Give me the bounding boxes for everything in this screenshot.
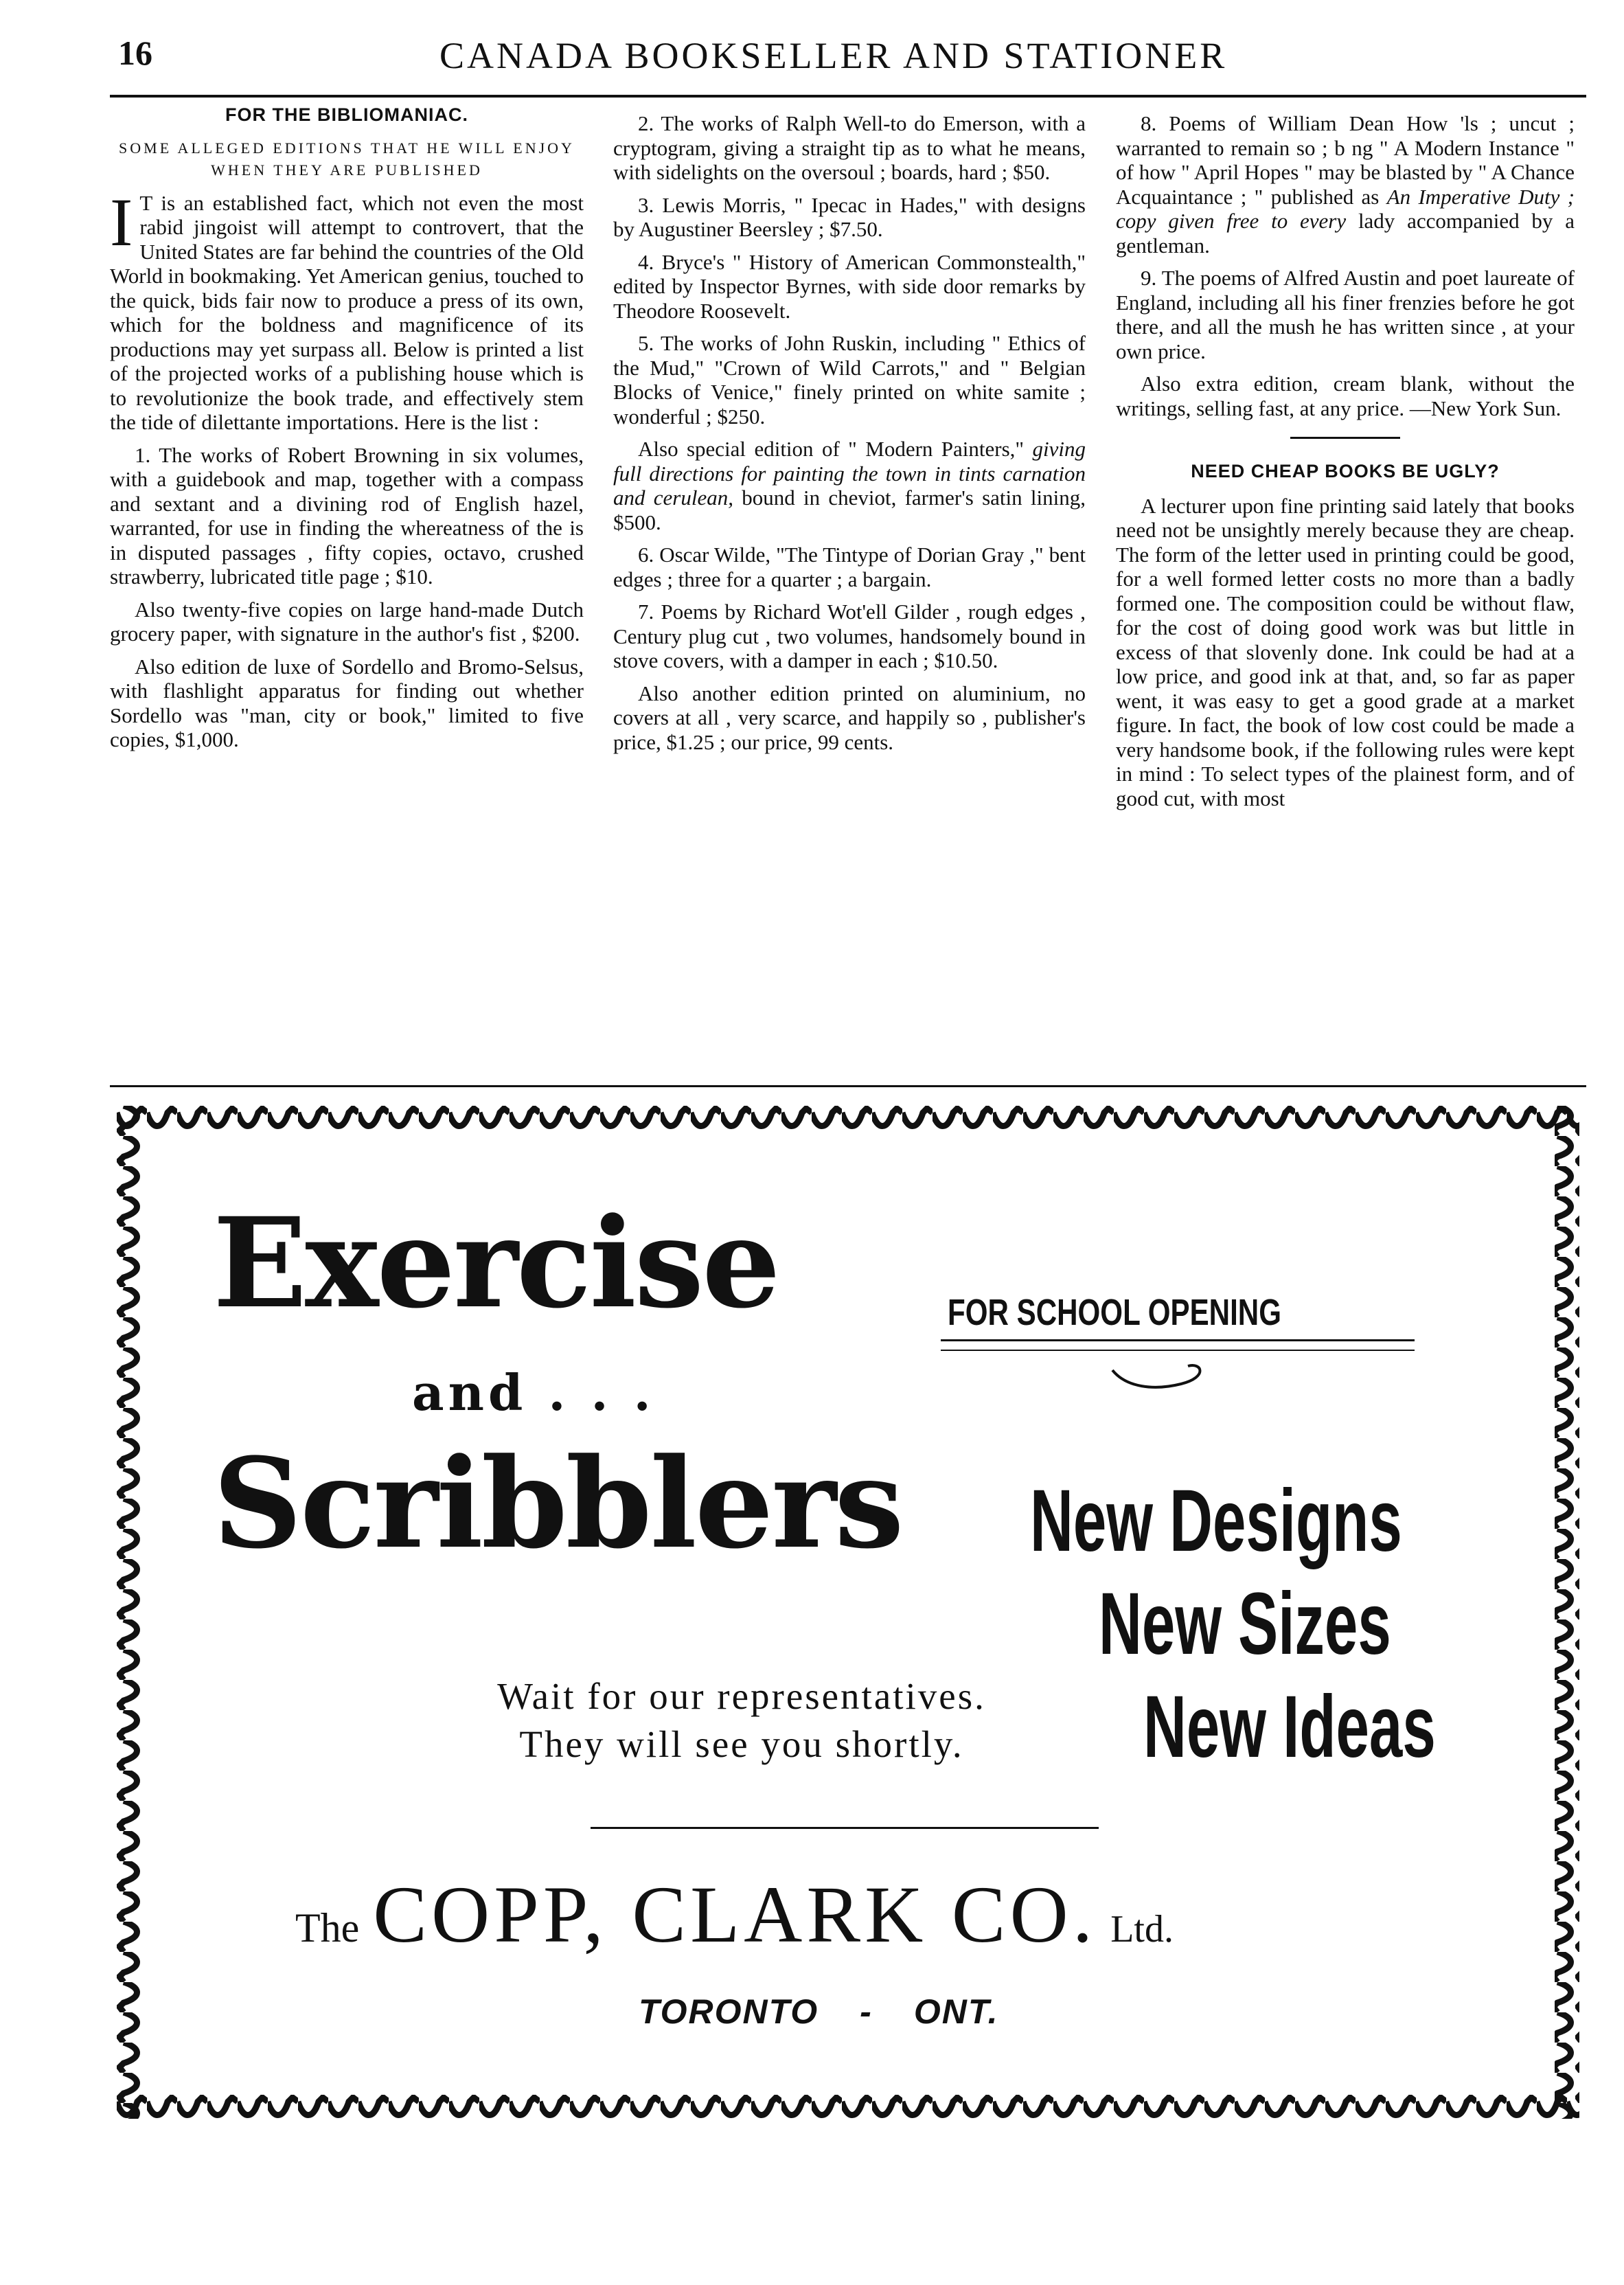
paragraph: Also twenty-five copies on large hand-made Dutch grocery paper, with signature in the author's fist , $200.	[110, 597, 584, 646]
wait-line-2: They will see you shortly.	[519, 1723, 964, 1765]
ad-wait-message	[460, 1672, 1023, 1769]
paragraph: 8. Poems of William Dean How 'ls ; uncut ; warranted to remain so ; b ng " A Modern Instance " of how " April Hopes " may be blasted by " A Chance Acquaintance ; " published as An Imperative Duty ; copy given free to every lady accompanied by a gentleman.	[1116, 111, 1575, 258]
paragraph: 9. The poems of Alfred Austin and poet laureate of England, including all his finer frenzies before he got there, and all the mush he has written since , at your own price.	[1116, 266, 1575, 363]
article-heading: NEED CHEAP BOOKS BE UGLY?	[1191, 461, 1500, 481]
border-bottom	[117, 2094, 1579, 2119]
company-name: COPP, CLARK CO.	[373, 1869, 1097, 1959]
paragraph: 1. The works of Robert Browning in six volumes, with a guidebook and map, together with a compass and sextant and a divining rod of English hazel, warranted, for use in finding the whereatness of the is in disputed passages , fifty copies, octavo, crushed strawberry, lubricated title page ; $10.	[110, 442, 584, 589]
wait-line-1: Wait for our representatives.	[497, 1675, 986, 1717]
flourish-ornament	[1106, 1356, 1215, 1398]
paragraph: Also extra edition, cream blank, without the writings, selling fast, at any price. —New York Sun.	[1116, 372, 1575, 420]
paragraph: Also edition de luxe of Sordello and Bromo-Selsus, with flashlight apparatus for finding out whether Sordello was "man, city or book," limited to five copies, $1,000.	[110, 654, 584, 751]
tagline-underline	[941, 1339, 1415, 1341]
ad-top-rule	[110, 1085, 1586, 1087]
paragraph: 4. Bryce's " History of American Commonstealth," edited by Inspector Byrnes, with side door remarks by Theodore Roosevelt.	[613, 249, 1086, 323]
article-column-2	[613, 111, 1086, 762]
ad-headline-exercise: Exercise	[213, 1191, 779, 1336]
ad-headline-scribblers: Scribblers	[213, 1431, 902, 1576]
location-separator: -	[860, 1992, 873, 2031]
italic-text: giving full directions for painting the town in tints carnation and cerulean,	[613, 437, 1086, 510]
article-heading: FOR THE BIBLIOMANIAC.	[225, 104, 468, 125]
page-number: 16	[118, 34, 152, 72]
article-column-3	[1116, 111, 1575, 819]
ad-feature-designs: New Designs	[1030, 1472, 1402, 1570]
city: TORONTO	[639, 1992, 819, 2031]
journal-title: CANADA BOOKSELLER AND STATIONER	[439, 35, 1228, 76]
border-top	[117, 1106, 1579, 1130]
paragraph: Also another edition printed on aluminium, no covers at all , very scarce, and happily so , publisher's price, $1.25 ; our price, 99 cents.	[613, 681, 1086, 754]
border-left	[117, 1106, 141, 2119]
italic-text: An Imperative Duty ; copy given free to every	[1116, 184, 1575, 233]
paragraph: A lecturer upon fine printing said lately that books need not be unsightly merely because they are cheap. The form of the letter used in printing could be good, for a well formed letter costs no more than a badly formed one. The composition could be without flaw, for the cost of doing good work was but little in excess of that slovenly done. Ink could be had at a low price, and good ink at that, and, so far as paper went, it was easy to get a good grade at a market figure. In fact, the book of low cost could be made a very handsome book, if the following rules were kept in mind : To select types of the plainest form, and of good cut, with most	[1116, 493, 1575, 810]
province: ONT.	[913, 1992, 999, 2031]
company-location	[639, 1992, 999, 2032]
ad-feature-ideas: New Ideas	[1143, 1678, 1436, 1776]
paragraph: 5. The works of John Ruskin, including " Ethics of the Mud," "Crown of Wild Carrots," and " Belgian Blocks of Venice," finely printed on white samite ; wonderful ; $250.	[613, 331, 1086, 429]
article-intro	[110, 183, 584, 435]
paragraph: 3. Lewis Morris, " Ipecac in Hades," with designs by Augustiner Beersley ; $7.50.	[613, 192, 1086, 241]
paragraph: 2. The works of Ralph Well-to do Emerson, with a cryptogram, giving a straight tip as to what he means, with sidelights on the oversoul ; boards, hard ; $50.	[613, 111, 1086, 184]
ad-headline-and: and . . .	[412, 1363, 655, 1422]
paragraph: Also special edition of " Modern Painters," giving full directions for painting the town in tints carnation and cerulean, bound in cheviot, farmer's satin lining, $500.	[613, 437, 1086, 534]
header-rule	[110, 95, 1586, 98]
border-right	[1555, 1106, 1579, 2119]
company-suffix: Ltd.	[1110, 1908, 1174, 1951]
section-divider	[1290, 437, 1400, 439]
tagline-underline-2	[941, 1350, 1415, 1351]
paragraph: 7. Poems by Richard Wot'ell Gilder , rough edges , Century plug cut , two volumes, handsomely bound in stove covers, with a damper in each ; $10.50.	[613, 600, 1086, 672]
intro-text: T is an established fact, which not even the most rabid jingoist will attempt to controvert, that the United States are far behind the countries of the Old World in bookmaking. Yet American genius, touched to the quick, bids fair now to produce a press of its own, which for the boldness and magnificence of its productions may yet surpass all. Below is printed a list of the projected works of a publishing house which is to revolutionize the book trade, and effectively stem the tide of dilettante importations. Here is the list :	[110, 190, 584, 434]
article-column-1	[110, 103, 584, 760]
drop-cap: I	[110, 183, 133, 260]
ad-tagline: FOR SCHOOL OPENING	[948, 1292, 1281, 1333]
company-prefix: The	[295, 1905, 360, 1951]
ad-feature-sizes: New Sizes	[1099, 1575, 1391, 1673]
paragraph: 6. Oscar Wilde, "The Tintype of Dorian Gray ," bent edges ; three for a quarter ; a bargain.	[613, 543, 1086, 591]
article-subheading: SOME ALLEGED EDITIONS THAT HE WILL ENJOY WHEN THEY ARE PUBLISHED	[119, 139, 575, 179]
company-rule	[591, 1827, 1099, 1829]
company-name-line	[295, 1868, 1174, 1962]
